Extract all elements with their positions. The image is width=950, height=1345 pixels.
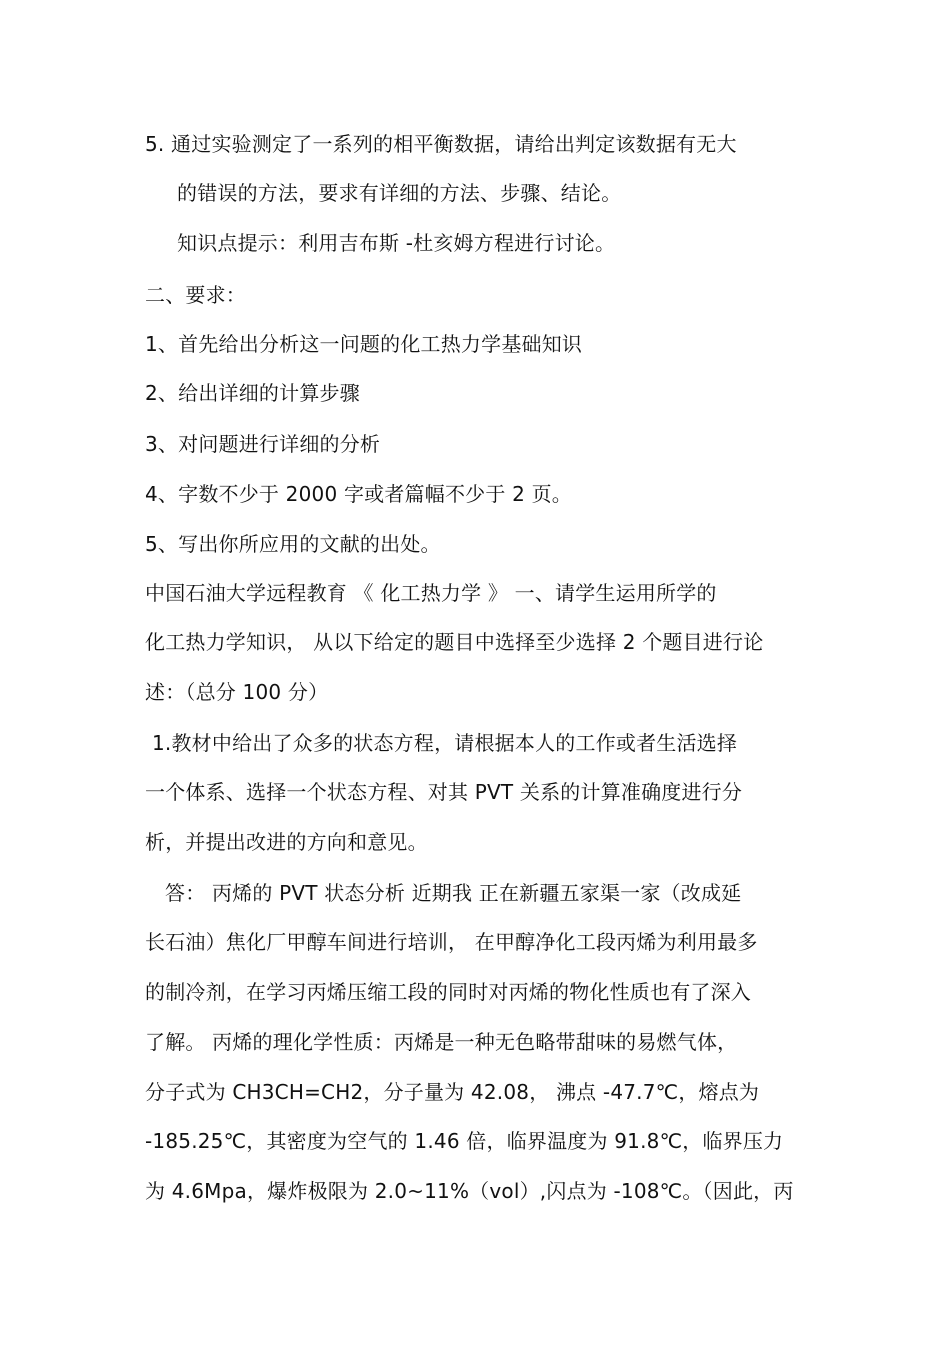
text-line-11: 化工热力学知识， 从以下给定的题目中选择至少选择 2 个题目进行论: [145, 630, 764, 654]
text-line-17: 长石油）焦化厂甲醇车间进行培训， 在甲醇净化工段丙烯为利用最多: [145, 930, 758, 954]
text-line-2: 的错误的方法，要求有详细的方法、步骤、结论。: [177, 181, 622, 205]
text-line-16: 答： 丙烯的 PVT 状态分析 近期我 正在新疆五家渠一家（改成延: [165, 881, 742, 905]
text-line-18: 的制冷剂，在学习丙烯压缩工段的同时对丙烯的物化性质也有了深入: [145, 980, 751, 1004]
text-line-7: 3、对问题进行详细的分析: [145, 432, 381, 456]
text-line-22: 为 4.6Mpa，爆炸极限为 2.0~11%（vol）,闪点为 -108℃。（因此，丙: [145, 1179, 794, 1203]
text-line-8: 4、字数不少于 2000 字或者篇幅不少于 2 页。: [145, 482, 572, 506]
text-line-19: 了解。 丙烯的理化学性质：丙烯是一种无色略带甜味的易燃气体，: [145, 1030, 738, 1054]
text-line-1: 5. 通过实验测定了一系列的相平衡数据，请给出判定该数据有无大: [145, 132, 737, 156]
text-line-13: 1.教材中给出了众多的状态方程，请根据本人的工作或者生活选择: [152, 731, 738, 755]
text-line-14: 一个体系、选择一个状态方程、对其 PVT 关系的计算准确度进行分: [145, 780, 743, 804]
text-line-3: 知识点提示：利用吉布斯 -杜亥姆方程进行讨论。: [177, 231, 616, 255]
text-line-6: 2、给出详细的计算步骤: [145, 381, 360, 405]
text-line-21: -185.25℃，其密度为空气的 1.46 倍，临界温度为 91.8℃，临界压力: [145, 1129, 784, 1153]
text-line-4: 二、要求：: [145, 283, 246, 307]
text-line-20: 分子式为 CH3CH=CH2，分子量为 42.08， 沸点 -47.7℃，熔点为: [145, 1080, 760, 1104]
text-line-12: 述：（总分 100 分）: [145, 680, 329, 704]
text-line-15: 析，并提出改进的方向和意见。: [145, 830, 428, 854]
text-line-10: 中国石油大学远程教育 《 化工热力学 》 一、请学生运用所学的: [145, 581, 717, 605]
text-line-9: 5、写出你所应用的文献的出处。: [145, 532, 441, 556]
text-line-5: 1、首先给出分析这一问题的化工热力学基础知识: [145, 332, 583, 356]
